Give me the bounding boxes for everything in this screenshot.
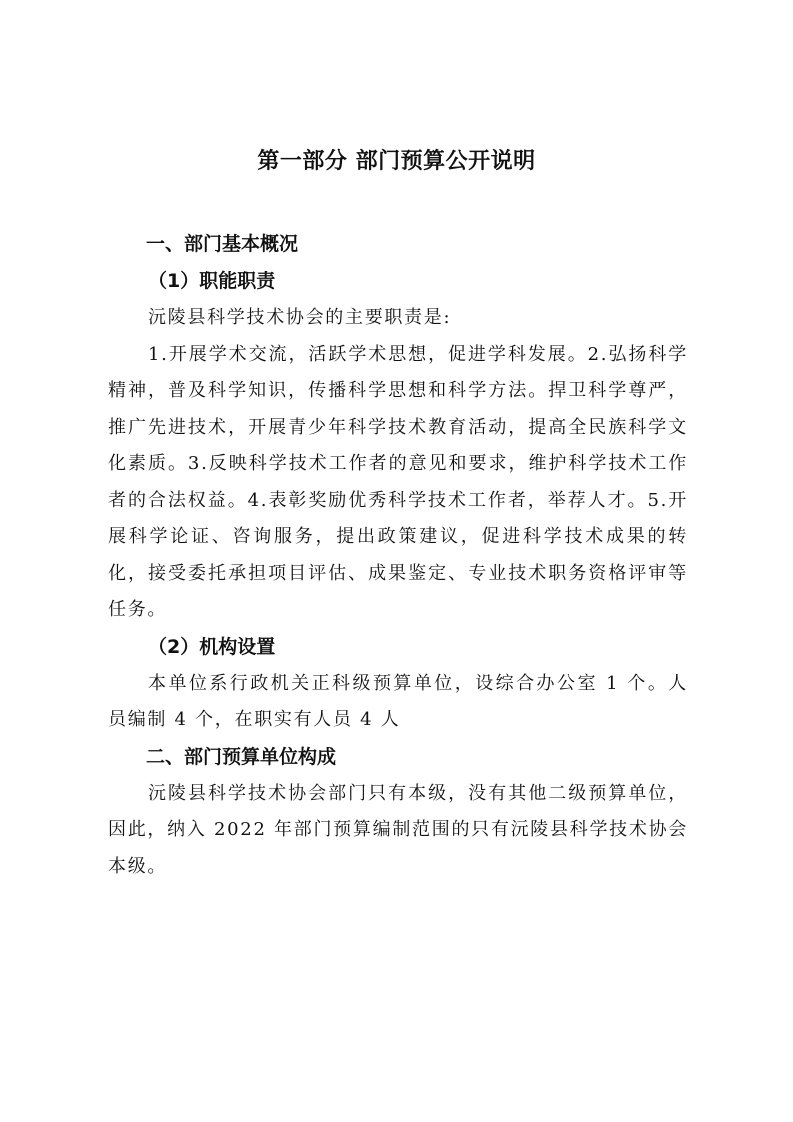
subsection-heading-organization: （2）机构设置 (148, 635, 276, 658)
document-body (108, 226, 688, 885)
functions-body-paragraph: 1.开展学术交流，活跃学术思想，促进学科发展。2.弘扬科学精神，普及科学知识，传播科学思想和科学方法。捍卫科学尊严，推广先进技术，开展青少年科学技术教育活动，提高全民族科学文化素质。3.反映科学技术工作者的意见和要求，维护科学技术工作者的合法权益。4.表彰奖励优秀科学技术工作者，举荐人才。5.开展科学论证、咨询服务，提出政策建议，促进科学技术成果的转化，接受委托承担项目评估、成果鉴定、专业技术职务资格评审等任务。 (108, 343, 688, 620)
section-heading-budget-units: 二、部门预算单位构成 (146, 745, 337, 768)
organization-body-paragraph: 本单位系行政机关正科级预算单位，设综合办公室 1 个。人员编制 4 个，在职实有人员 4 人 (108, 672, 688, 730)
subsection-heading-functions: （1）职能职责 (148, 270, 276, 292)
page-title: 第一部分 部门预算公开说明 (257, 149, 536, 174)
functions-intro-paragraph: 沅陵县科学技术协会的主要职责是: (148, 307, 452, 328)
budget-units-body-paragraph: 沅陵县科学技术协会部门只有本级，没有其他二级预算单位，因此，纳入 2022 年部门预算编制范围的只有沅陵县科学技术协会本级。 (108, 782, 688, 877)
section-heading-basic-overview: 一、部门基本概况 (146, 233, 299, 255)
